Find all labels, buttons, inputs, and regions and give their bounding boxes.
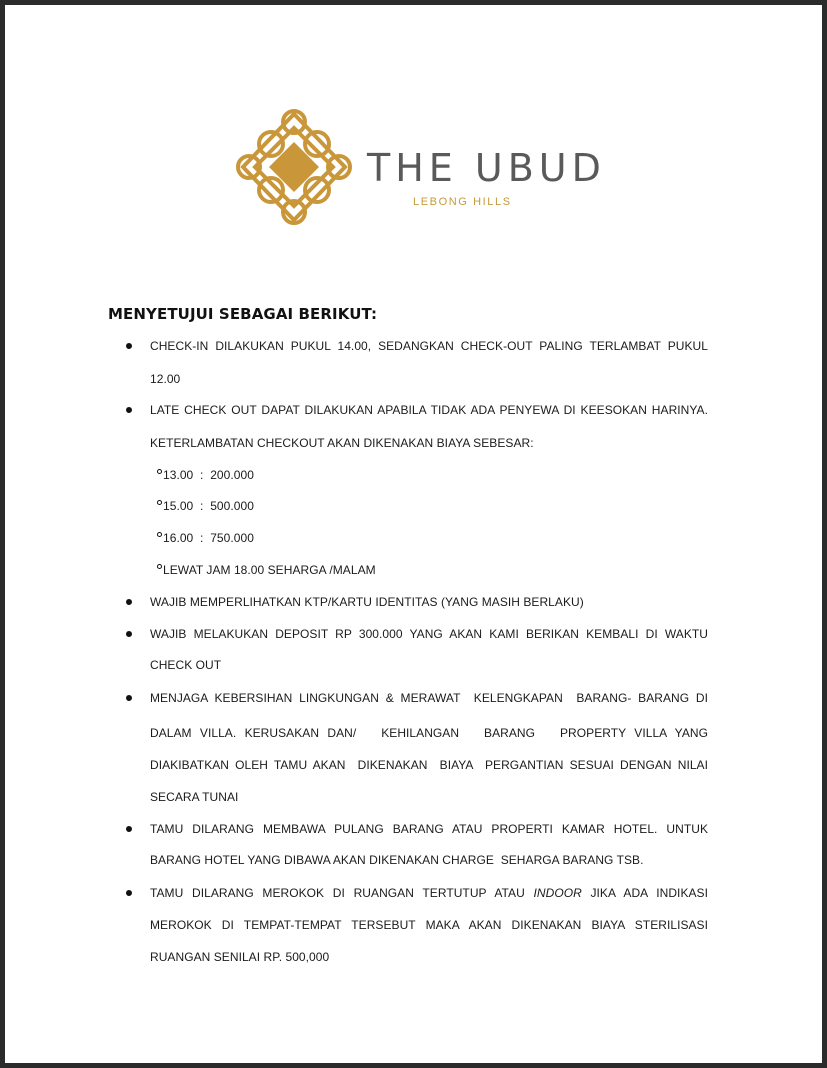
list-item-line: RUANGAN SENILAI RP. 500,000 <box>150 950 330 964</box>
list-item-line: WAJIB MEMPERLIHATKAN KTP/KARTU IDENTITAS (YANG MASIH BERLAKU) <box>150 595 584 609</box>
bullet-icon <box>126 631 132 637</box>
list-item-line: TAMU DILARANG MEMBAWA PULANG BARANG ATAU PROPERTI KAMAR HOTEL. UNTUK <box>150 822 708 836</box>
bullet-icon <box>126 826 132 832</box>
bullet-icon <box>126 343 132 349</box>
sub-bullet-icon <box>157 532 162 537</box>
sub-item: LEWAT JAM 18.00 SEHARGA /MALAM <box>163 563 376 577</box>
page-heading: MENYETUJUI SEBAGAI BERIKUT: <box>108 305 378 323</box>
sub-item: 13.00 : 200.000 <box>163 468 254 482</box>
sub-bullet-icon <box>157 469 162 474</box>
brand-subtitle: LEBONG HILLS <box>413 196 512 208</box>
list-item-line: BARANG HOTEL YANG DIBAWA AKAN DIKENAKAN CHARGE SEHARGA BARANG TSB. <box>150 853 644 867</box>
bullet-icon <box>126 695 132 701</box>
list-item-line: WAJIB MELAKUKAN DEPOSIT RP 300.000 YANG AKAN KAMI BERIKAN KEMBALI DI WAKTU <box>150 627 708 641</box>
list-item-line: CHECK OUT <box>150 658 222 672</box>
bullet-icon <box>126 407 132 413</box>
list-item-line: LATE CHECK OUT DAPAT DILAKUKAN APABILA TIDAK ADA PENYEWA DI KEESOKAN HARINYA. <box>150 403 708 417</box>
line-text: JIKA ADA INDIKASI <box>581 886 708 900</box>
list-item-line: 12.00 <box>150 372 181 386</box>
brand-name: THE UBUD <box>367 146 606 190</box>
sub-bullet-icon <box>157 564 162 569</box>
bullet-icon <box>126 890 132 896</box>
document-page <box>5 5 822 1063</box>
list-item-line: SECARA TUNAI <box>150 790 239 804</box>
list-item-line: KETERLAMBATAN CHECKOUT AKAN DIKENAKAN BIAYA SEBESAR: <box>150 436 534 450</box>
sub-item: 16.00 : 750.000 <box>163 531 254 545</box>
list-item-line: CHECK-IN DILAKUKAN PUKUL 14.00, SEDANGKAN CHECK-OUT PALING TERLAMBAT PUKUL <box>150 339 708 353</box>
list-item-line: DALAM VILLA. KERUSAKAN DAN/ KEHILANGAN BARANG PROPERTY VILLA YANG <box>150 726 708 740</box>
bullet-icon <box>126 599 132 605</box>
sub-item: 15.00 : 500.000 <box>163 499 254 513</box>
list-item-line <box>150 886 708 900</box>
rules-list <box>5 5 822 1063</box>
italic-text: INDOOR <box>533 886 582 900</box>
list-item-line: MENJAGA KEBERSIHAN LINGKUNGAN & MERAWAT KELENGKAPAN BARANG- BARANG DI <box>150 691 708 705</box>
sub-bullet-icon <box>157 500 162 505</box>
list-item-line: DIAKIBATKAN OLEH TAMU AKAN DIKENAKAN BIAYA PERGANTIAN SESUAI DENGAN NILAI <box>150 758 708 772</box>
list-item-line: MEROKOK DI TEMPAT-TEMPAT TERSEBUT MAKA AKAN DIKENAKAN BIAYA STERILISASI <box>150 918 708 932</box>
line-text: TAMU DILARANG MEROKOK DI RUANGAN TERTUTUP ATAU <box>150 886 534 900</box>
